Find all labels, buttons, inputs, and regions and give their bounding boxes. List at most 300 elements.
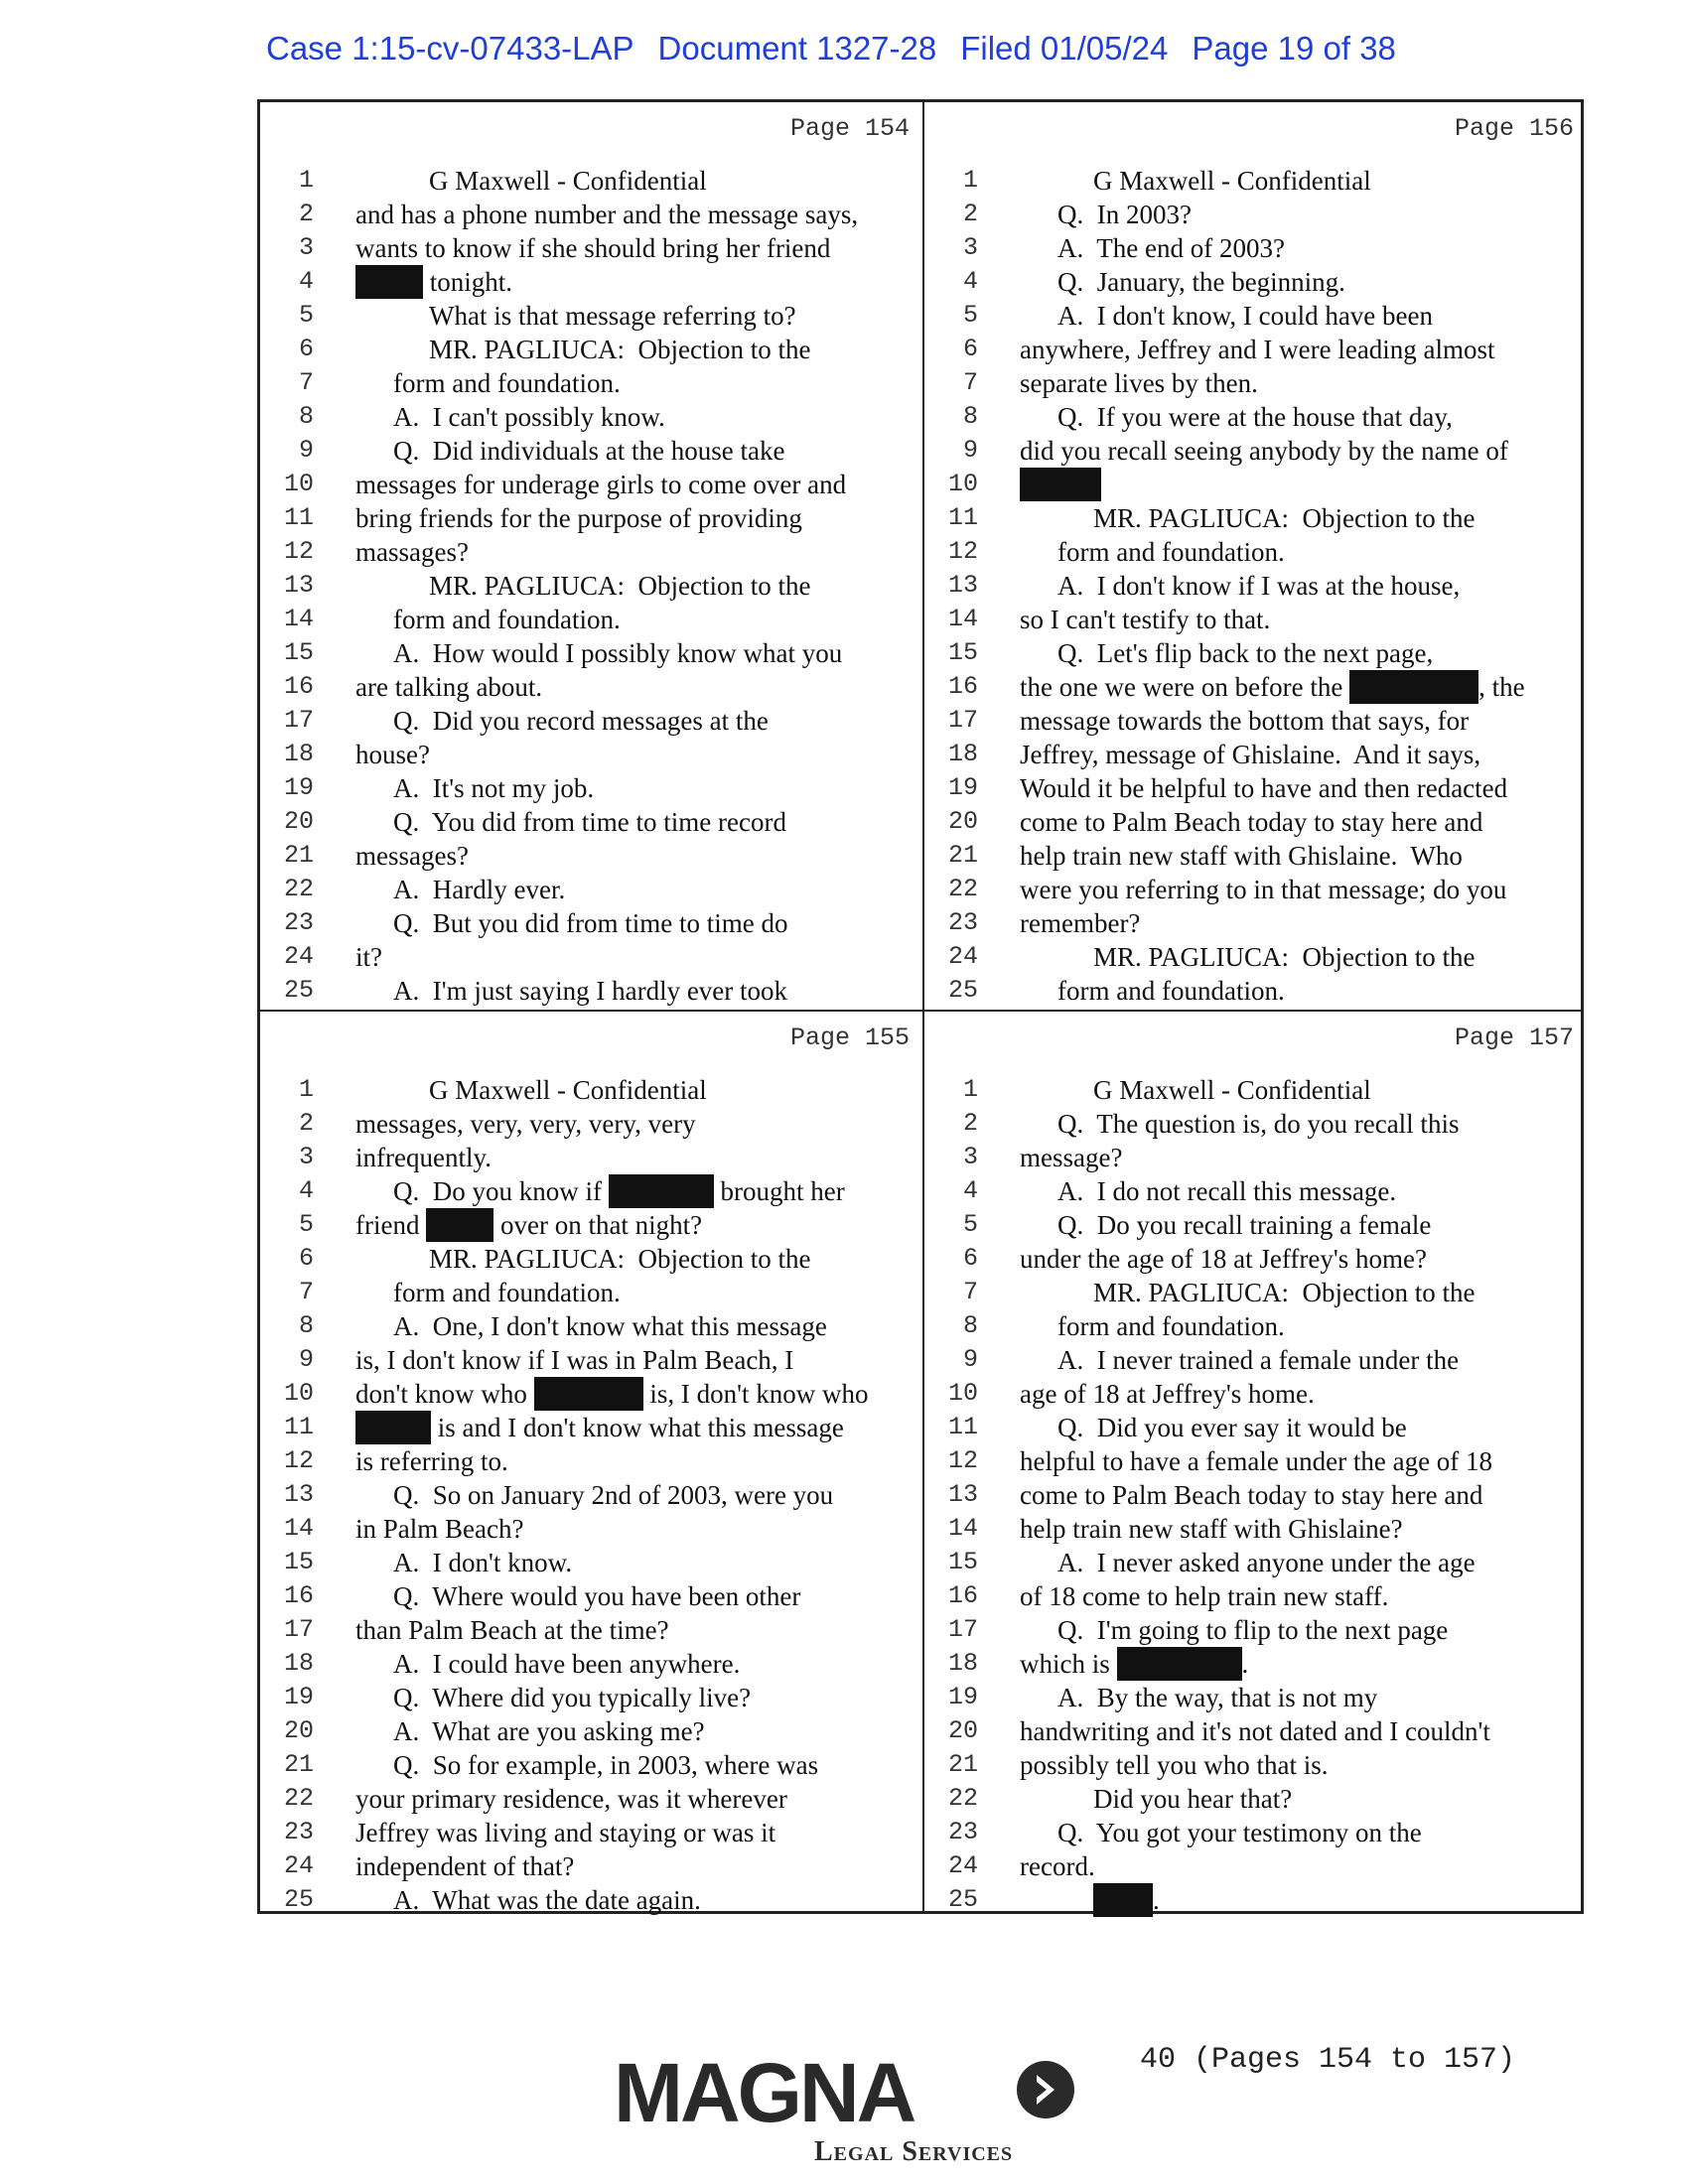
line-text xyxy=(355,1579,800,1613)
line-number: 17 xyxy=(947,706,978,735)
line-segment: messages, very, very, very, very xyxy=(355,1109,696,1139)
line-segment: MR. PAGLIUCA: Objection to the xyxy=(1093,503,1476,533)
line-segment: A. I don't know if I was at the house, xyxy=(1057,571,1461,601)
line-text xyxy=(1020,1208,1431,1242)
logo-wordmark: MAGNA xyxy=(614,2046,914,2139)
transcript-line xyxy=(924,164,1586,198)
logo-subtitle: Legal Services xyxy=(814,2136,1014,2167)
line-text xyxy=(355,400,665,434)
line-number: 9 xyxy=(298,436,314,465)
line-number: 5 xyxy=(298,1210,314,1239)
line-text xyxy=(1020,670,1525,704)
line-text xyxy=(355,1276,621,1309)
transcript-line xyxy=(924,198,1586,231)
line-text xyxy=(1020,1444,1492,1478)
line-segment: . xyxy=(1241,1649,1249,1679)
line-text xyxy=(355,1343,793,1377)
line-segment: Q. So on January 2nd of 2003, were you xyxy=(393,1480,834,1510)
transcript-line xyxy=(924,299,1586,333)
line-segment: is, I don't know who xyxy=(642,1379,869,1409)
line-text xyxy=(355,1681,751,1714)
line-segment: A. The end of 2003? xyxy=(1057,233,1285,263)
filed-date: Filed 01/05/24 xyxy=(960,30,1169,67)
line-text xyxy=(355,164,707,198)
transcript-line xyxy=(924,1816,1586,1849)
line-number: 15 xyxy=(947,638,978,667)
transcript-line xyxy=(260,1579,921,1613)
line-number: 7 xyxy=(298,1278,314,1306)
transcript-line xyxy=(260,1546,921,1579)
line-segment: it? xyxy=(355,942,382,972)
line-segment: A. What was the date again. xyxy=(393,1885,701,1915)
line-number: 13 xyxy=(283,571,314,600)
line-segment: separate lives by then. xyxy=(1020,368,1258,398)
line-number: 24 xyxy=(947,942,978,971)
transcript-line xyxy=(924,906,1586,940)
line-number: 22 xyxy=(283,875,314,903)
line-text xyxy=(1020,940,1476,974)
transcript-line xyxy=(260,1309,921,1343)
transcript-line xyxy=(924,839,1586,873)
line-text xyxy=(1020,1377,1315,1411)
line-text xyxy=(355,468,846,501)
line-number: 5 xyxy=(962,1210,978,1239)
line-number: 19 xyxy=(283,1683,314,1711)
line-text xyxy=(1020,1276,1476,1309)
line-number: 14 xyxy=(283,605,314,633)
line-text xyxy=(355,1208,702,1242)
transcript-line xyxy=(260,1444,921,1478)
line-number: 18 xyxy=(947,740,978,768)
line-number: 23 xyxy=(947,908,978,937)
line-number: 20 xyxy=(283,807,314,836)
line-segment: Q. Where did you typically live? xyxy=(393,1683,752,1712)
transcript-line xyxy=(260,1073,921,1107)
line-number: 3 xyxy=(962,1143,978,1171)
line-number: 22 xyxy=(947,875,978,903)
transcript-line xyxy=(924,1782,1586,1816)
line-number: 19 xyxy=(283,773,314,802)
line-segment: MR. PAGLIUCA: Objection to the xyxy=(429,335,811,364)
line-segment: don't know who xyxy=(355,1379,534,1409)
line-segment: remember? xyxy=(1020,908,1141,938)
transcript-line xyxy=(260,1141,921,1174)
line-segment: Q. January, the beginning. xyxy=(1057,267,1345,297)
line-segment: messages? xyxy=(355,841,469,871)
line-text xyxy=(1020,1883,1160,1917)
line-segment: Jeffrey, message of Ghislaine. And it says, xyxy=(1020,740,1481,769)
line-segment: G Maxwell - Confidential xyxy=(429,166,707,196)
case-number: Case 1:15-cv-07433-LAP xyxy=(266,30,634,67)
line-number: 10 xyxy=(283,470,314,498)
line-text xyxy=(355,1647,740,1681)
transcript-line xyxy=(260,738,921,771)
transcript-line xyxy=(924,1343,1586,1377)
transcript-line xyxy=(924,805,1586,839)
line-segment: Q. The question is, do you recall this xyxy=(1057,1109,1460,1139)
line-text xyxy=(1020,771,1507,805)
line-segment: infrequently. xyxy=(355,1143,492,1172)
transcript-line xyxy=(260,569,921,603)
line-text xyxy=(355,1411,844,1444)
line-number: 9 xyxy=(298,1345,314,1374)
line-segment: Q. Do you know if xyxy=(393,1176,609,1206)
line-segment: Jeffrey was living and staying or was it xyxy=(355,1818,776,1847)
transcript-line xyxy=(924,1512,1586,1546)
transcript-line xyxy=(924,1613,1586,1647)
line-number: 14 xyxy=(283,1514,314,1543)
line-text xyxy=(355,873,565,906)
line-text xyxy=(1020,738,1480,771)
transcript-page-154 xyxy=(260,102,921,1008)
line-segment: anywhere, Jeffrey and I were leading almost xyxy=(1020,335,1495,364)
redaction-box xyxy=(355,265,423,299)
line-segment: Q. Do you recall training a female xyxy=(1057,1210,1432,1240)
line-text xyxy=(1020,1242,1427,1276)
line-segment: are talking about. xyxy=(355,672,543,702)
transcript-line xyxy=(260,704,921,738)
line-segment: possibly tell you who that is. xyxy=(1020,1750,1329,1780)
line-segment: Q. Did you record messages at the xyxy=(393,706,769,736)
transcript-line xyxy=(260,1276,921,1309)
line-text xyxy=(1020,299,1433,333)
transcript-line xyxy=(924,1377,1586,1411)
line-number: 11 xyxy=(283,503,314,532)
line-number: 2 xyxy=(962,1109,978,1138)
line-segment: A. I don't know. xyxy=(393,1548,573,1577)
line-segment: come to Palm Beach today to stay here and xyxy=(1020,1480,1483,1510)
line-number: 15 xyxy=(283,638,314,667)
line-number: 14 xyxy=(947,605,978,633)
line-number: 23 xyxy=(947,1818,978,1846)
line-segment: Q. Did individuals at the house take xyxy=(393,436,785,466)
transcript-line xyxy=(924,434,1586,468)
transcript-line xyxy=(260,906,921,940)
line-list xyxy=(924,1073,1586,1917)
line-number: 6 xyxy=(298,1244,314,1273)
line-text xyxy=(1020,1107,1459,1141)
line-text xyxy=(1020,1849,1095,1883)
line-segment: in Palm Beach? xyxy=(355,1514,524,1544)
transcript-line xyxy=(260,1411,921,1444)
line-segment: message? xyxy=(1020,1143,1123,1172)
line-text xyxy=(355,1478,833,1512)
line-segment: MR. PAGLIUCA: Objection to the xyxy=(429,1244,811,1274)
line-segment: so I can't testify to that. xyxy=(1020,605,1271,634)
transcript-line xyxy=(260,839,921,873)
line-number: 12 xyxy=(283,1446,314,1475)
redaction-box xyxy=(426,1208,493,1242)
line-text xyxy=(1020,1647,1248,1681)
transcript-line xyxy=(924,1883,1586,1917)
line-text xyxy=(355,299,796,333)
line-segment: message towards the bottom that says, for xyxy=(1020,706,1470,736)
redaction-box xyxy=(1349,670,1478,704)
line-number: 18 xyxy=(947,1649,978,1678)
line-segment: , the xyxy=(1478,672,1525,702)
line-number: 20 xyxy=(283,1716,314,1745)
transcript-line xyxy=(924,738,1586,771)
line-segment: G Maxwell - Confidential xyxy=(429,1075,707,1105)
transcript-line xyxy=(260,265,921,299)
line-segment: A. I never trained a female under the xyxy=(1057,1345,1460,1375)
transcript-line xyxy=(260,1512,921,1546)
line-segment: A. I don't know, I could have been xyxy=(1057,301,1434,331)
line-segment: A. I do not recall this message. xyxy=(1057,1176,1397,1206)
line-segment: MR. PAGLIUCA: Objection to the xyxy=(429,571,811,601)
line-text xyxy=(1020,1141,1122,1174)
line-number: 13 xyxy=(283,1480,314,1509)
line-number: 24 xyxy=(947,1851,978,1880)
line-segment: MR. PAGLIUCA: Objection to the xyxy=(1093,942,1476,972)
line-number: 5 xyxy=(298,301,314,330)
line-text xyxy=(1020,1579,1388,1613)
line-number: 1 xyxy=(962,1075,978,1104)
line-text xyxy=(355,231,830,265)
transcript-line xyxy=(924,1174,1586,1208)
line-number: 4 xyxy=(298,267,314,296)
line-text xyxy=(355,771,594,805)
arrow-icon xyxy=(1015,2059,1076,2120)
line-segment: the one we were on before the xyxy=(1020,672,1350,702)
line-text xyxy=(355,501,802,535)
line-number: 15 xyxy=(283,1548,314,1576)
line-number: 16 xyxy=(283,1581,314,1610)
transcript-line xyxy=(924,1411,1586,1444)
line-text xyxy=(1020,1748,1329,1782)
line-text xyxy=(355,1377,869,1411)
line-segment: A. I'm just saying I hardly ever took xyxy=(393,976,788,1006)
redaction-box xyxy=(534,1377,643,1411)
transcript-line xyxy=(924,873,1586,906)
line-segment: Q. You did from time to time record xyxy=(393,807,786,837)
line-number: 17 xyxy=(947,1615,978,1644)
line-number: 5 xyxy=(962,301,978,330)
transcript-line xyxy=(260,400,921,434)
line-number: 12 xyxy=(947,537,978,566)
transcript-line xyxy=(924,1309,1586,1343)
line-text xyxy=(355,265,512,299)
line-text xyxy=(355,333,811,366)
line-number: 4 xyxy=(298,1176,314,1205)
line-number: 17 xyxy=(283,706,314,735)
line-number: 16 xyxy=(283,672,314,701)
transcript-line xyxy=(260,231,921,265)
transcript-line xyxy=(260,1714,921,1748)
line-segment: Q. Let's flip back to the next page, xyxy=(1057,638,1434,668)
transcript-line xyxy=(260,1343,921,1377)
line-number: 9 xyxy=(962,436,978,465)
transcript-line xyxy=(260,1883,921,1917)
line-text xyxy=(1020,366,1258,400)
transcript-line xyxy=(924,1849,1586,1883)
line-number: 12 xyxy=(283,537,314,566)
line-number: 11 xyxy=(947,1413,978,1441)
line-segment: brought her xyxy=(713,1176,845,1206)
line-number: 11 xyxy=(283,1413,314,1441)
line-segment: bring friends for the purpose of providing xyxy=(355,503,802,533)
line-segment: Did you hear that? xyxy=(1093,1784,1293,1814)
transcript-line xyxy=(260,1242,921,1276)
redaction-box xyxy=(1093,1883,1153,1917)
transcript-line xyxy=(260,636,921,670)
redaction-box xyxy=(1117,1647,1242,1681)
line-number: 18 xyxy=(283,740,314,768)
line-segment: help train new staff with Ghislaine? xyxy=(1020,1514,1403,1544)
transcript-line xyxy=(260,1208,921,1242)
line-list xyxy=(260,164,921,1008)
line-number: 9 xyxy=(962,1345,978,1374)
line-text xyxy=(1020,1714,1490,1748)
line-number: 2 xyxy=(298,200,314,228)
transcript-line xyxy=(924,670,1586,704)
transcript-line xyxy=(924,1141,1586,1174)
transcript-line xyxy=(924,1208,1586,1242)
line-segment: tonight. xyxy=(423,267,513,297)
line-text xyxy=(355,1748,818,1782)
transcript-line xyxy=(924,366,1586,400)
line-text xyxy=(1020,569,1460,603)
line-segment: record. xyxy=(1020,1851,1095,1881)
line-segment: of 18 come to help train new staff. xyxy=(1020,1581,1389,1611)
line-text xyxy=(1020,400,1453,434)
transcript-line xyxy=(924,771,1586,805)
line-segment: A. Hardly ever. xyxy=(393,875,566,904)
line-text xyxy=(1020,231,1285,265)
magna-logo xyxy=(614,2045,1080,2174)
line-segment: MR. PAGLIUCA: Objection to the xyxy=(1093,1278,1476,1307)
line-number: 8 xyxy=(298,402,314,431)
line-number: 4 xyxy=(962,1176,978,1205)
line-segment: A. I can't possibly know. xyxy=(393,402,665,432)
line-segment: G Maxwell - Confidential xyxy=(1093,1075,1371,1105)
transcript-line xyxy=(924,1276,1586,1309)
line-text xyxy=(1020,333,1495,366)
transcript-line xyxy=(260,434,921,468)
transcript-line xyxy=(260,1107,921,1141)
transcript-line xyxy=(260,535,921,569)
line-text xyxy=(1020,603,1270,636)
line-segment: Q. In 2003? xyxy=(1057,200,1192,229)
line-text xyxy=(1020,535,1285,569)
line-text xyxy=(355,636,842,670)
line-text xyxy=(355,434,784,468)
line-segment: helpful to have a female under the age of 18 xyxy=(1020,1446,1493,1476)
transcript-line xyxy=(260,974,921,1008)
line-number: 6 xyxy=(962,335,978,363)
line-number: 25 xyxy=(947,1885,978,1914)
line-number: 25 xyxy=(947,976,978,1005)
transcript-line xyxy=(260,299,921,333)
line-text xyxy=(355,1309,827,1343)
transcript-line xyxy=(924,569,1586,603)
transcript-line xyxy=(924,1107,1586,1141)
line-text xyxy=(355,603,621,636)
page-of: Page 19 of 38 xyxy=(1192,30,1396,67)
line-text xyxy=(1020,1613,1448,1647)
line-text xyxy=(1020,704,1469,738)
transcript-line xyxy=(260,1816,921,1849)
line-text xyxy=(355,1141,492,1174)
line-text xyxy=(1020,434,1508,468)
transcript-line xyxy=(924,535,1586,569)
line-text xyxy=(1020,805,1482,839)
line-segment: A. By the way, that is not my xyxy=(1057,1683,1378,1712)
transcript-line xyxy=(924,1748,1586,1782)
line-number: 10 xyxy=(283,1379,314,1408)
line-segment: come to Palm Beach today to stay here and xyxy=(1020,807,1483,837)
transcript-line xyxy=(260,603,921,636)
line-number: 21 xyxy=(947,841,978,870)
line-text xyxy=(1020,164,1371,198)
line-text xyxy=(1020,1478,1482,1512)
line-number: 15 xyxy=(947,1548,978,1576)
transcript-line xyxy=(260,1849,921,1883)
line-number: 13 xyxy=(947,1480,978,1509)
transcript-line xyxy=(924,400,1586,434)
line-segment: A. How would I possibly know what you xyxy=(393,638,843,668)
transcript-line xyxy=(260,164,921,198)
line-segment: A. What are you asking me? xyxy=(393,1716,705,1746)
line-segment: form and foundation. xyxy=(393,1278,621,1307)
line-number: 20 xyxy=(947,1716,978,1745)
line-number: 22 xyxy=(947,1784,978,1813)
transcript-line xyxy=(260,1748,921,1782)
line-segment: messages for underage girls to come over and xyxy=(355,470,847,499)
transcript-line xyxy=(260,940,921,974)
line-number: 7 xyxy=(962,368,978,397)
line-segment: friend xyxy=(355,1210,427,1240)
line-number: 3 xyxy=(298,233,314,262)
line-text xyxy=(355,1714,705,1748)
page-label: Page 154 xyxy=(789,114,910,143)
line-number: 19 xyxy=(947,773,978,802)
line-segment: massages? xyxy=(355,537,469,567)
transcript-line xyxy=(924,333,1586,366)
line-text xyxy=(1020,265,1345,299)
line-text xyxy=(1020,906,1140,940)
line-segment: Q. You got your testimony on the xyxy=(1057,1818,1422,1847)
line-number: 8 xyxy=(962,1311,978,1340)
line-text xyxy=(355,670,542,704)
line-number: 1 xyxy=(298,1075,314,1104)
line-text xyxy=(355,1546,572,1579)
transcript-line xyxy=(260,468,921,501)
transcript-line xyxy=(924,974,1586,1008)
line-segment: did you recall seeing anybody by the name of xyxy=(1020,436,1508,466)
line-segment: form and foundation. xyxy=(1057,1311,1285,1341)
transcript-line xyxy=(924,468,1586,501)
page-label: Page 156 xyxy=(1454,114,1574,143)
transcript-line xyxy=(924,636,1586,670)
line-text xyxy=(355,1073,707,1107)
line-segment: Q. So for example, in 2003, where was xyxy=(393,1750,819,1780)
transcript-line xyxy=(260,771,921,805)
line-number: 24 xyxy=(283,1851,314,1880)
transcript-line xyxy=(260,1782,921,1816)
line-segment: which is xyxy=(1020,1649,1117,1679)
line-text xyxy=(1020,1546,1476,1579)
line-segment: is and I don't know what this message xyxy=(431,1413,844,1442)
redaction-box xyxy=(1020,468,1101,501)
line-text xyxy=(1020,636,1433,670)
line-number: 25 xyxy=(283,976,314,1005)
line-segment: form and foundation. xyxy=(1057,976,1285,1006)
line-text xyxy=(355,1849,574,1883)
line-text xyxy=(355,704,769,738)
line-text xyxy=(1020,1816,1422,1849)
line-segment: Q. But you did from time to time do xyxy=(393,908,788,938)
